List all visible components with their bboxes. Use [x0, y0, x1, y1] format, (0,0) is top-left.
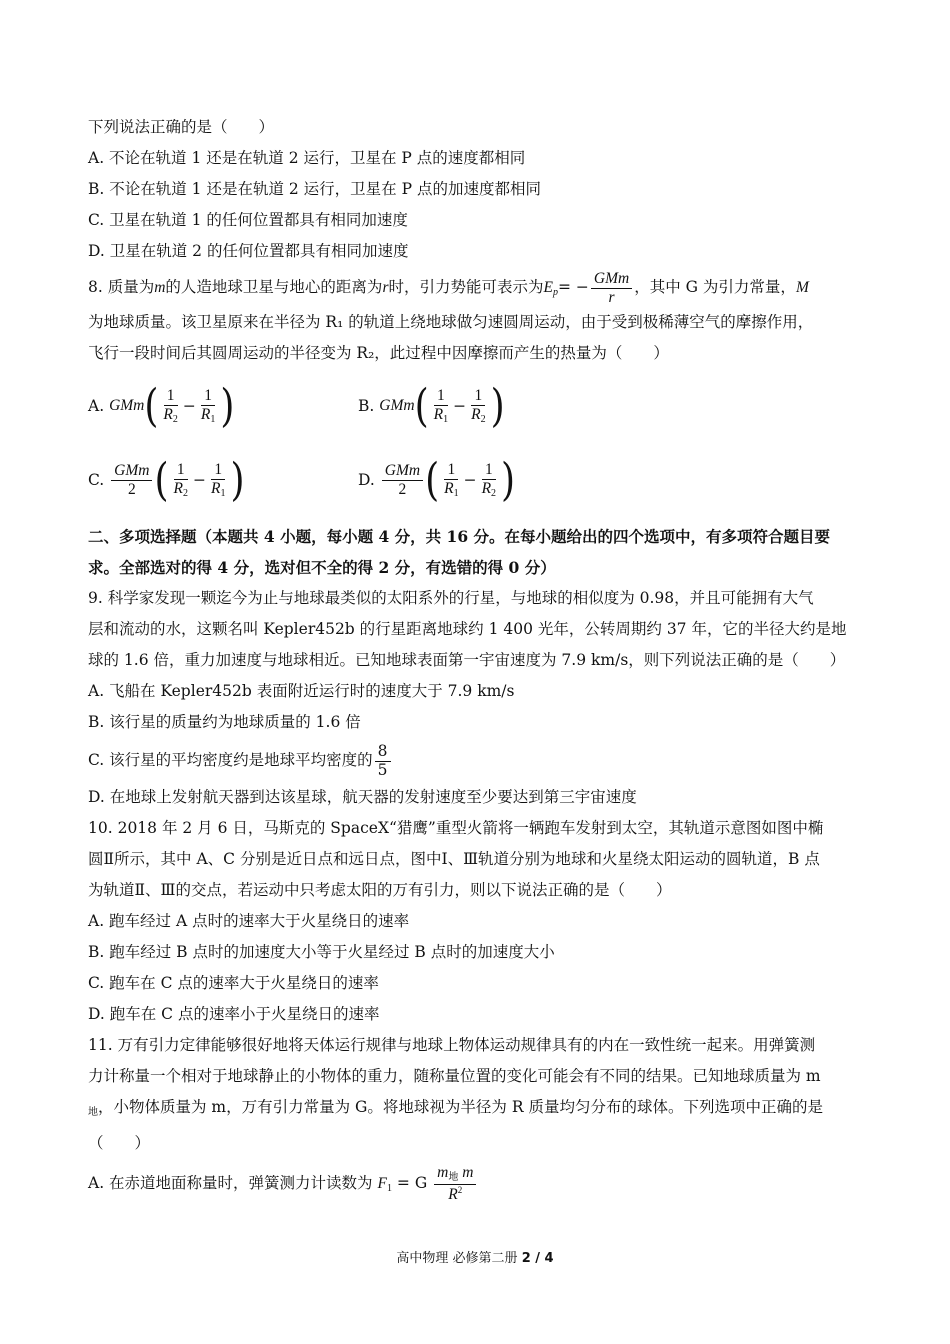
q8-option-c: C. $\frac{\text{GMm}}{2}$ ( $\frac{1}{R_2}$ − $\frac{1}{R_1}$ ): [88, 454, 245, 506]
q11-line4: （ ）: [88, 1134, 151, 1152]
q9-option-c: C. 该行星的平均密度约是地球平均密度的 $\frac{8}{5}$: [88, 738, 868, 782]
page-content: [88, 112, 868, 1207]
q7-option-d: D. 卫星在轨道 2 的任何位置都具有相同加速度: [88, 242, 409, 260]
q8-options-row2: [88, 443, 868, 517]
page-number: 2 / 4: [521, 1251, 554, 1266]
q11-line1: 11. 万有引力定律能够很好地将天体运行规律与地球上物体运动规律具有的内在一致性统一起来。用弹簧测: [88, 1036, 816, 1054]
q11-line2: 力计称量一个相对于地球静止的小物体的重力，随称量位置的变化可能会有不同的结果。已知地球质量为 m: [88, 1067, 821, 1085]
section2-heading-line1: 二、多项选择题（本题共 4 小题，每小题 4 分，共 16 分。在每小题给出的四个选项中，有多项符合题目要: [88, 527, 831, 546]
q8-option-a: A. GMm ( $\frac{1}{R_2}$ − $\frac{1}{R_1}$ ): [88, 380, 235, 432]
q7-option-c: C. 卫星在轨道 1 的任何位置都具有相同加速度: [88, 211, 408, 229]
q9-line1: 9. 科学家发现一颗迄今为止与地球最类似的太阳系外的行星，与地球的相似度为 0.98，并且可能拥有大气: [88, 589, 814, 607]
q8-line3: 飞行一段时间后其圆周运动的半径变为 R₂，此过程中因摩擦而产生的热量为（ ）: [88, 344, 669, 362]
q9-option-d: D. 在地球上发射航天器到达该星球，航天器的发射速度至少要达到第三宇宙速度: [88, 788, 637, 806]
q7-option-b: B. 不论在轨道 1 还是在轨道 2 运行，卫星在 P 点的加速度都相同: [88, 180, 541, 198]
q7-option-a: A. 不论在轨道 1 还是在轨道 2 运行，卫星在 P 点的速度都相同: [88, 149, 526, 167]
q10-option-a: A. 跑车经过 A 点时的速率大于火星绕日的速率: [88, 912, 410, 930]
q8-option-b: B. GMm ( $\frac{1}{R_1}$ − $\frac{1}{R_2}$ ): [358, 380, 505, 432]
gravity-fraction: $\frac{m_地 m}{R^2}$: [434, 1164, 476, 1203]
q10-line1: 10. 2018 年 2 月 6 日，马斯克的 SpaceX“猎鹰”重型火箭将一辆跑车发射到太空，其轨道示意图如图中椭: [88, 819, 824, 837]
q7-stem: 下列说法正确的是（ ）: [88, 118, 275, 136]
potential-energy-symbol: $E_p$: [543, 279, 558, 298]
q10-line2: 圆Ⅱ所示，其中 A、C 分别是近日点和远日点，图中Ⅰ、Ⅲ轨道分别为地球和火星绕太阳运动的圆轨道，B 点: [88, 850, 820, 868]
q10-option-b: B. 跑车经过 B 点时的加速度大小等于火星经过 B 点时的加速度大小: [88, 943, 555, 961]
q9-line3: 球的 1.6 倍，重力加速度与地球相近。已知地球表面第一宇宙速度为 7.9 km/s，则下列说法正确的是（ ）: [88, 651, 846, 669]
q10-line3: 为轨道Ⅱ、Ⅲ的交点，若运动中只考虑太阳的万有引力，则以下说法正确的是（ ）: [88, 881, 672, 899]
q8-option-d: D. $\frac{\text{GMm}}{2}$ ( $\frac{1}{R_1}$ − $\frac{1}{R_2}$ ): [358, 454, 516, 506]
potential-energy-fraction: $\frac{\text{GMm}}{r}$: [591, 270, 632, 307]
q10-option-d: D. 跑车在 C 点的速率小于火星绕日的速率: [88, 1005, 380, 1023]
q8-line2: 为地球质量。该卫星原来在半径为 R₁ 的轨道上绕地球做匀速圆周运动，由于受到极稀薄空气的摩擦作用，: [88, 313, 814, 331]
force-symbol: $F_1$: [377, 1175, 392, 1194]
q11-option-a: A. 在赤道地面称量时，弹簧测力计读数为 $F_1 = G$ $\frac{m_地 m}{R^2}$: [88, 1159, 868, 1207]
q9-option-b: B. 该行星的质量约为地球质量的 1.6 倍: [88, 713, 361, 731]
q11-line3: $_地$，小物体质量为 m，万有引力常量为 G。将地球视为半径为 R 质量均匀分布的球体。下列选项中正确的是: [88, 1098, 823, 1118]
q10-option-c: C. 跑车在 C 点的速率大于火星绕日的速率: [88, 974, 379, 992]
q8-options-row1: [88, 369, 868, 443]
q9-option-a: A. 飞船在 Kepler452b 表面附近运行时的速度大于 7.9 km/s: [88, 682, 515, 700]
page-footer: 高中物理 必修第二册 2 / 4: [396, 1251, 554, 1266]
q8-line1: 8. 质量为m的人造地球卫星与地心的距离为r时，引力势能可表示为$E_p=$ − $\frac{\text{GMm}}{r}$ ，其中 G 为引力常量，M: [88, 269, 809, 306]
q9-line2: 层和流动的水，这颗名叫 Kepler452b 的行星距离地球约 1 400 光年，公转周期约 37 年，它的半径大约是地: [88, 620, 847, 638]
section2-heading-line2: 求。全部选对的得 4 分，选对但不全的得 2 分，有选错的得 0 分）: [88, 558, 556, 577]
